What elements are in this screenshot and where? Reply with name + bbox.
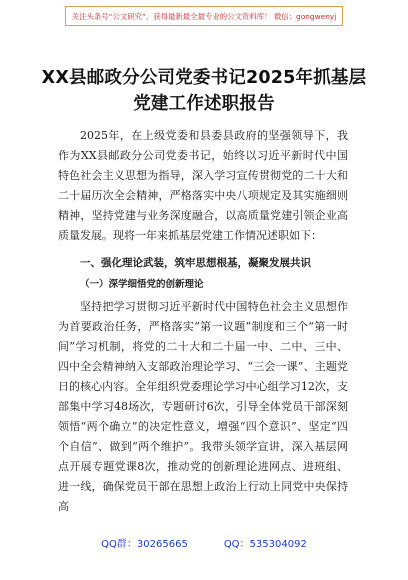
footer-qq: QQ：535304092 bbox=[223, 539, 307, 550]
section-heading: 一、强化理论武装，筑牢思想根基，凝聚发展共识 bbox=[80, 257, 311, 269]
subsection-heading: （一）深学细悟党的创新理论 bbox=[80, 279, 204, 290]
footer-contacts bbox=[0, 535, 408, 550]
document-title-line-1: XX县邮政分公司党委书记2025年抓基层 bbox=[41, 68, 367, 88]
document-title-line-2: 党建工作述职报告 bbox=[133, 94, 275, 114]
footer-qq-group: QQ群：30265665 bbox=[101, 539, 188, 550]
banner-text: 关注头条号“公文研究”，获得最新最全最专业的公文资料库！ 微信：gongwenyj bbox=[71, 11, 337, 21]
top-banner bbox=[65, 6, 343, 26]
body-paragraph: 坚持把学习贯彻习近平新时代中国特色社会主义思想作为首要政治任务，严格落实“第一议题”制度和三个“第一时间”学习机制，将党的二十大和二十届一中、二中、三中、四中全会精神纳入支部政治理论学习、“三会一课”、主题党日的核心内容。全年组织党委理论学习中心组学习12次，支部集中学习48场次，专题研讨6次，引导全体党员干部深刻领悟“两个确立”的决定性意义，增强“四个意识”、坚定“四个自信”、做到“两个维护”。我带头领学宣讲，深入基层网点开展专题党课8次，推动党的创新理论进网点、进班组、进一线，确保党员干部在思想上政治上行动上同党中央保持高 bbox=[58, 300, 348, 513]
intro-paragraph: 2025年，在上级党委和县委县政府的坚强领导下，我作为XX县邮政分公司党委书记，始终以习近平新时代中国特色社会主义思想为指导，深入学习宣传贯彻党的二十大和二十届历次全会精神，严格落实中央八项规定及其实施细则精神，坚持党建与业务深度融合，以高质量党建引领企业高质量发展。现将一年来抓基层党建工作情况述职如下： bbox=[58, 129, 348, 242]
